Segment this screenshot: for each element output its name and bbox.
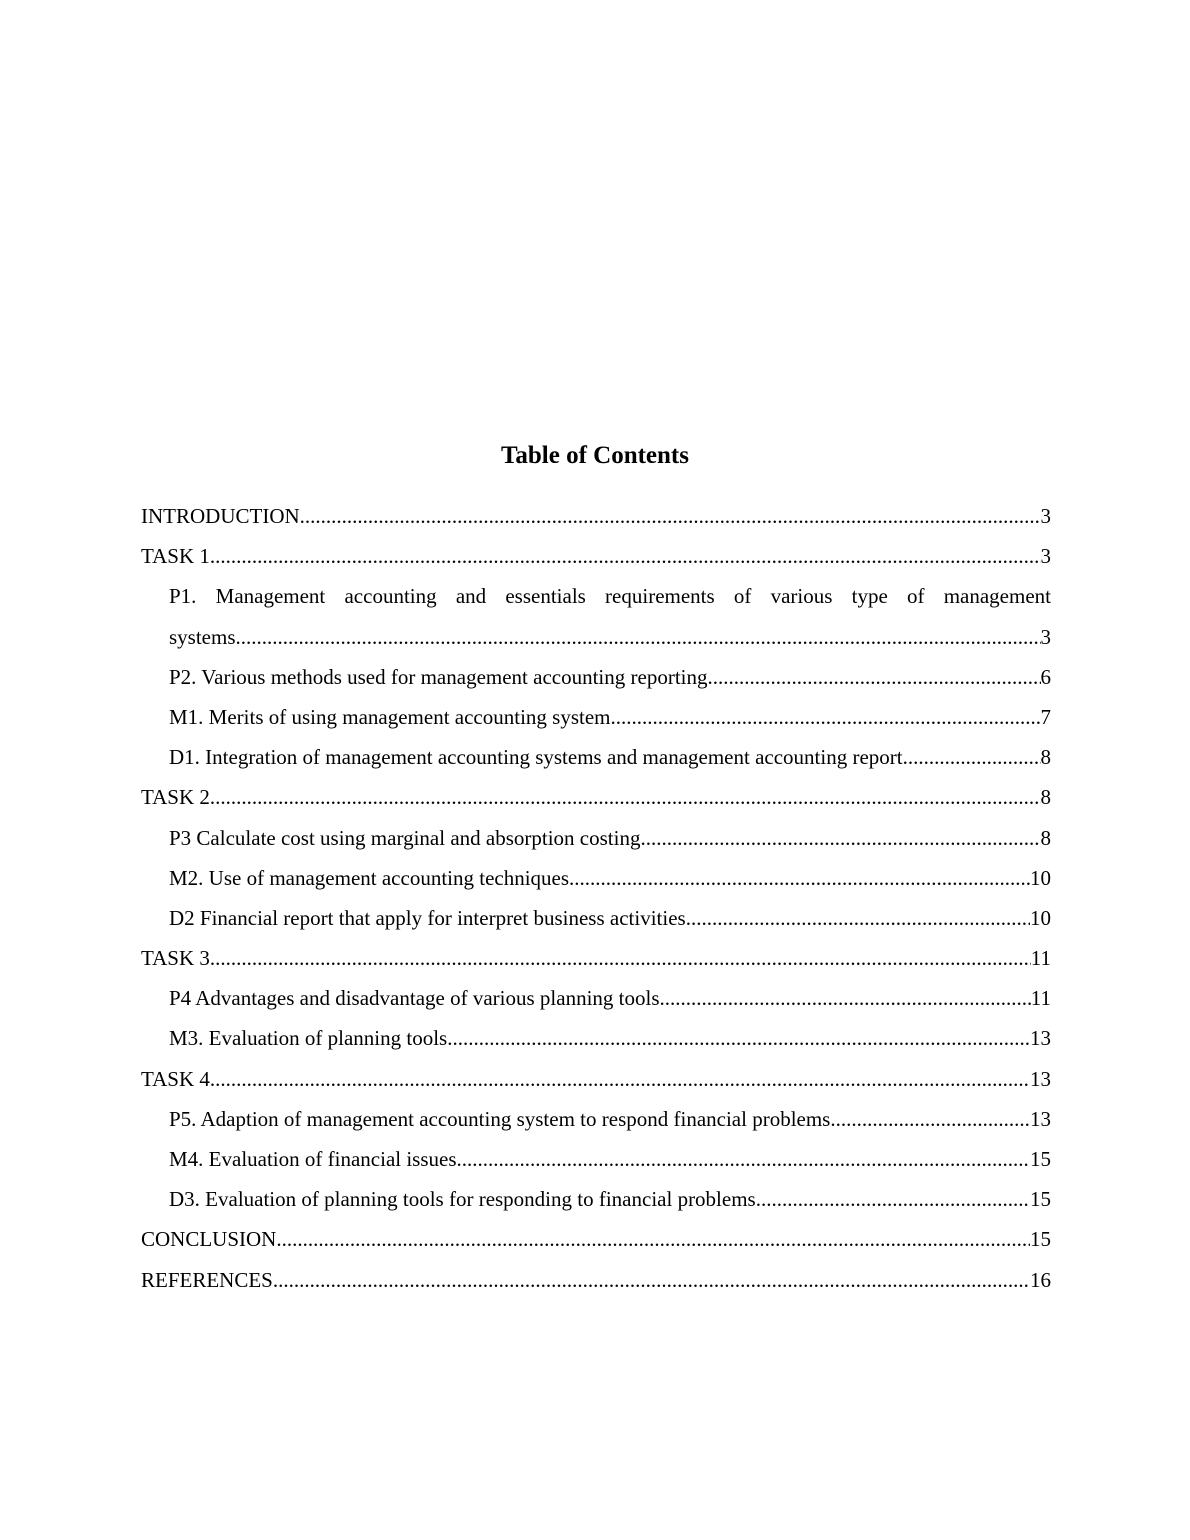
toc-entry[interactable] bbox=[141, 942, 1051, 982]
toc-leader-dots bbox=[903, 741, 1041, 781]
toc-leader-dots bbox=[569, 862, 1030, 902]
toc-leader-dots bbox=[686, 902, 1030, 942]
toc-page-number: 11 bbox=[1030, 986, 1051, 1011]
toc-page-number: 11 bbox=[1030, 946, 1051, 971]
toc-entry-text: P3 Calculate cost using marginal and absorption costing bbox=[169, 825, 641, 850]
toc-page-number: 3 bbox=[1040, 624, 1051, 649]
toc-entry-text[interactable]: P1. Management accounting and essentials requirements of various type of management bbox=[169, 584, 1051, 609]
toc-leader-dots bbox=[210, 942, 1031, 982]
toc-leader-dots bbox=[276, 1223, 1030, 1263]
toc-page-number: 6 bbox=[1040, 664, 1051, 689]
toc-leader-dots bbox=[611, 701, 1041, 741]
toc-entry-text: TASK 4 bbox=[141, 1066, 210, 1091]
toc-entry[interactable] bbox=[141, 1022, 1051, 1062]
toc-page-number: 10 bbox=[1030, 865, 1051, 890]
toc-page-number: 8 bbox=[1040, 745, 1051, 770]
toc-title: Table of Contents bbox=[501, 442, 689, 469]
toc-entry-text: D2 Financial report that apply for interpret business activities bbox=[169, 905, 686, 930]
toc-page-number: 13 bbox=[1030, 1106, 1051, 1131]
toc-entry-text: M4. Evaluation of financial issues bbox=[169, 1147, 457, 1171]
toc-entry-text: P5. Adaption of management accounting system to respond financial problems bbox=[169, 1106, 831, 1131]
toc-page-number: 7 bbox=[1040, 704, 1051, 729]
toc-leader-dots bbox=[210, 540, 1041, 580]
toc-leader-dots bbox=[236, 621, 1041, 661]
toc-leader-dots bbox=[756, 1183, 1030, 1223]
toc-page-number: 8 bbox=[1040, 825, 1051, 850]
toc-entry-text: P4 Advantages and disadvantage of various planning tools bbox=[169, 986, 660, 1011]
toc-leader-dots bbox=[457, 1143, 1030, 1183]
toc-entry[interactable] bbox=[141, 1063, 1051, 1103]
toc-entry[interactable] bbox=[141, 500, 1051, 540]
toc-entry[interactable] bbox=[141, 1183, 1051, 1223]
toc-entry[interactable] bbox=[141, 902, 1051, 942]
toc-entry-text: TASK 1 bbox=[141, 544, 210, 569]
toc-page-number: 3 bbox=[1040, 504, 1051, 528]
toc-leader-dots bbox=[210, 781, 1041, 821]
toc-entry[interactable] bbox=[141, 822, 1051, 862]
toc-page-number: 13 bbox=[1030, 1066, 1051, 1091]
toc-page-number: 3 bbox=[1040, 544, 1051, 569]
toc-entry-text: M1. Merits of using management accounting system bbox=[169, 704, 611, 729]
toc-page-number: 10 bbox=[1030, 905, 1051, 930]
toc-entry[interactable] bbox=[141, 781, 1051, 821]
toc-leader-dots bbox=[447, 1022, 1030, 1062]
toc-entry[interactable] bbox=[141, 661, 1051, 701]
toc-entry-text: M3. Evaluation of planning tools bbox=[169, 1026, 448, 1051]
toc-entry[interactable] bbox=[141, 1264, 1051, 1304]
toc-entry-text: INTRODUCTION bbox=[141, 504, 300, 528]
toc-entry-text: M2. Use of management accounting techniques bbox=[169, 865, 570, 890]
toc-page-number: 15 bbox=[1030, 1227, 1051, 1252]
toc-entry-text: TASK 3 bbox=[141, 946, 210, 971]
toc-entry-text: TASK 2 bbox=[141, 785, 210, 810]
toc-leader-dots bbox=[210, 1063, 1030, 1103]
toc-list bbox=[141, 500, 1051, 1304]
toc-entry-text: P2. Various methods used for management accounting reporting bbox=[169, 664, 708, 689]
toc-page-number: 15 bbox=[1030, 1187, 1051, 1212]
toc-entry[interactable] bbox=[141, 1143, 1051, 1183]
toc-leader-dots bbox=[830, 1103, 1030, 1143]
toc-entry[interactable] bbox=[141, 540, 1051, 580]
toc-leader-dots bbox=[300, 500, 1041, 540]
toc-leader-dots bbox=[660, 982, 1031, 1022]
toc-entry[interactable] bbox=[141, 1223, 1051, 1263]
toc-entry-text: REFERENCES bbox=[141, 1267, 273, 1292]
toc-entry-text: systems bbox=[169, 624, 236, 649]
toc-page-number: 13 bbox=[1030, 1026, 1051, 1051]
toc-leader-dots bbox=[708, 661, 1041, 701]
toc-entry[interactable] bbox=[141, 862, 1051, 902]
toc-leader-dots bbox=[640, 822, 1040, 862]
toc-entry[interactable] bbox=[141, 621, 1051, 661]
toc-entry-text: CONCLUSION bbox=[141, 1227, 277, 1252]
toc-leader-dots bbox=[273, 1264, 1030, 1304]
toc-entry[interactable] bbox=[141, 1103, 1051, 1143]
toc-entry[interactable] bbox=[141, 741, 1051, 781]
toc-entry[interactable] bbox=[141, 701, 1051, 741]
toc-entry-text: D3. Evaluation of planning tools for responding to financial problems bbox=[169, 1187, 756, 1212]
toc-page-number: 16 bbox=[1030, 1267, 1051, 1292]
toc-entry[interactable] bbox=[141, 982, 1051, 1022]
toc-page-number: 15 bbox=[1030, 1147, 1051, 1171]
toc-page-number: 8 bbox=[1040, 785, 1051, 810]
toc-entry-text: D1. Integration of management accounting systems and management accounting report bbox=[169, 745, 903, 770]
